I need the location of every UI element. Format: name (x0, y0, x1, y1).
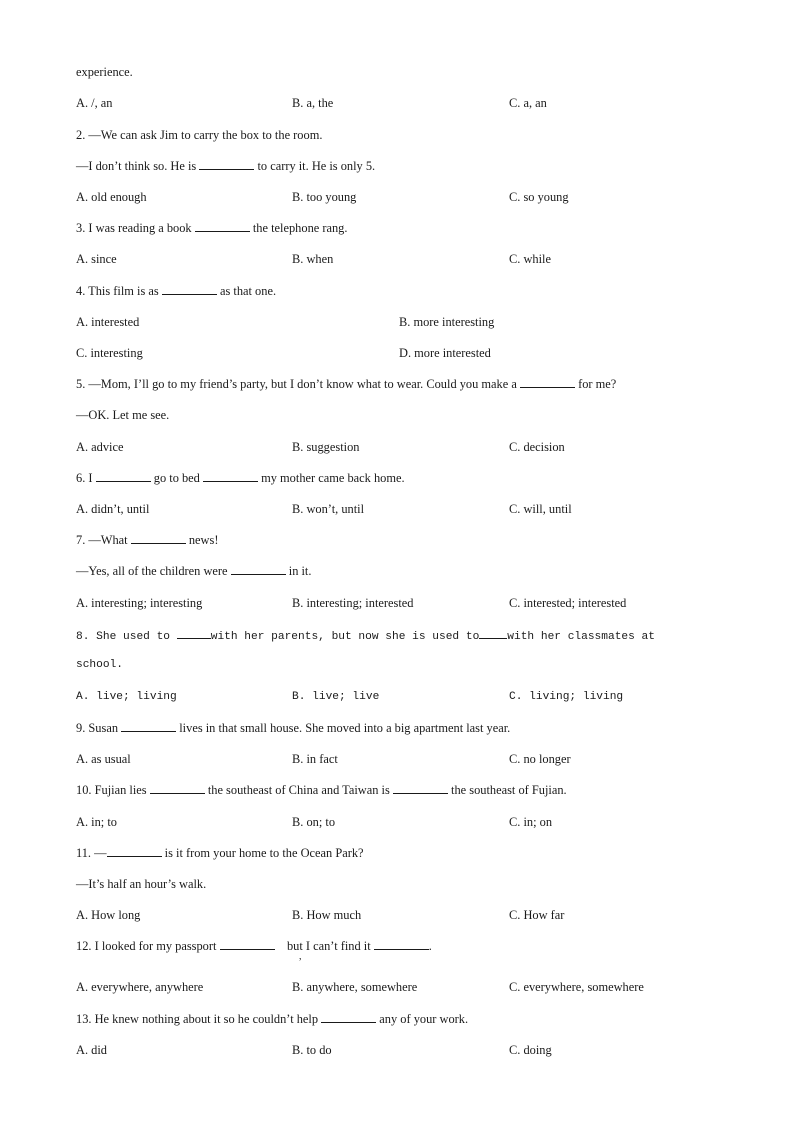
q2-line-2b: to carry it. He is only 5. (257, 159, 376, 173)
q5-number: 5. (76, 377, 86, 391)
q3-stem (76, 220, 347, 236)
q3-option-b: B. when (292, 252, 334, 266)
q4-option-c: C. interesting (76, 346, 143, 360)
q8-text-a: She used to (96, 631, 171, 643)
q6-option-b: B. won’t, until (292, 502, 365, 516)
q7-number: 7. (76, 533, 86, 547)
q9-option-c: C. no longer (509, 752, 571, 766)
q8-option-a: A. live; living (76, 691, 177, 703)
answer-blank (121, 720, 176, 732)
q1-option-b: B. a, the (292, 96, 334, 110)
q9-stem (76, 720, 510, 736)
q12-option-a: A. everywhere, anywhere (76, 980, 204, 994)
q3-option-c: C. while (509, 252, 551, 266)
q8-text-c: with her classmates at (507, 631, 655, 643)
q12-comma: , (299, 951, 302, 962)
q1-option-c: C. a, an (509, 96, 547, 110)
q6-number: 6. (76, 471, 86, 485)
q11-number: 11. (76, 846, 92, 860)
q6-text-b: go to bed (153, 471, 200, 485)
q12-option-c: C. everywhere, somewhere (509, 980, 644, 994)
q5-reply: —OK. Let me see. (76, 408, 170, 422)
q11-option-c: C. How far (509, 908, 565, 922)
q3-number: 3. (76, 221, 86, 235)
q2-option-b: B. too young (292, 190, 357, 204)
answer-blank (231, 563, 286, 575)
answer-blank (162, 283, 217, 295)
q9-number: 9. (76, 721, 86, 735)
q6-text-a: I (88, 471, 93, 485)
q7-stem (76, 532, 218, 548)
q2-line-2a: —I don’t think so. He is (76, 159, 197, 173)
q9-text-a: Susan (88, 721, 119, 735)
q13-option-b: B. to do (292, 1043, 332, 1057)
q11-text-b: is it from your home to the Ocean Park? (164, 846, 364, 860)
q10-option-a: A. in; to (76, 815, 117, 829)
q12-text-a: I looked for my passport (94, 939, 217, 953)
q7-reply-a: —Yes, all of the children were (76, 564, 228, 578)
q6-text-c: my mother came back home. (261, 471, 405, 485)
q12-text-b: but I can’t find it (286, 939, 371, 953)
q8-stem (76, 627, 655, 645)
q5-option-c: C. decision (509, 440, 565, 454)
q11-stem (76, 845, 364, 861)
q7-option-c: C. interested; interested (509, 596, 627, 610)
q12-period: . (428, 939, 432, 953)
q13-option-a: A. did (76, 1043, 107, 1057)
q13-text-a: He knew nothing about it so he couldn’t help (94, 1012, 319, 1026)
q8-option-b: B. live; live (292, 691, 380, 703)
q12-number: 12. (76, 939, 92, 953)
q2-number: 2. (76, 128, 86, 142)
q2-option-c: C. so young (509, 190, 569, 204)
q11-text-a: — (94, 846, 107, 860)
answer-blank (131, 532, 186, 544)
q7-text-b: news! (188, 533, 219, 547)
q12-option-b: B. anywhere, somewhere (292, 980, 418, 994)
q3-text-b: the telephone rang. (252, 221, 348, 235)
q2-line-1: —We can ask Jim to carry the box to the room. (88, 128, 323, 142)
q13-number: 13. (76, 1012, 92, 1026)
answer-blank (374, 938, 429, 950)
q13-text-b: any of your work. (379, 1012, 469, 1026)
q13-option-c: C. doing (509, 1043, 552, 1057)
q10-text-a: Fujian lies (94, 783, 147, 797)
q8-option-c: C. living; living (509, 691, 624, 703)
q3-option-a: A. since (76, 252, 117, 266)
q10-stem (76, 782, 567, 798)
q11-option-b: B. How much (292, 908, 362, 922)
q7-option-a: A. interesting; interesting (76, 596, 203, 610)
answer-blank (177, 627, 211, 639)
answer-blank (96, 470, 151, 482)
q5-stem (76, 376, 616, 392)
answer-blank (393, 782, 448, 794)
q4-option-b: B. more interesting (399, 315, 495, 329)
q10-text-b: the southeast of China and Taiwan is (207, 783, 390, 797)
q5-text-b: for me? (578, 377, 617, 391)
q2-reply (76, 158, 375, 174)
answer-blank (520, 376, 575, 388)
q2-stem (76, 127, 322, 143)
q10-option-c: C. in; on (509, 815, 553, 829)
q6-option-c: C. will, until (509, 502, 572, 516)
q5-text-a: —Mom, I’ll go to my friend’s party, but I don’t know what to wear. Could you make a (88, 377, 517, 391)
answer-blank (479, 627, 507, 639)
q6-option-a: A. didn’t, until (76, 502, 150, 516)
answer-blank (195, 220, 250, 232)
q10-number: 10. (76, 783, 92, 797)
q4-text-b: as that one. (219, 284, 277, 298)
q12-stem (76, 938, 432, 954)
q1-option-a: A. /, an (76, 96, 113, 110)
q7-option-b: B. interesting; interested (292, 596, 414, 610)
q10-text-c: the southeast of Fujian. (451, 783, 567, 797)
q8-number: 8. (76, 631, 90, 643)
q9-text-b: lives in that small house. She moved into a big apartment last year. (179, 721, 511, 735)
q10-option-b: B. on; to (292, 815, 336, 829)
q5-option-b: B. suggestion (292, 440, 360, 454)
answer-blank (107, 845, 162, 857)
answer-blank (150, 782, 205, 794)
q6-stem (76, 470, 405, 486)
q7-reply (76, 563, 311, 579)
q13-stem (76, 1011, 468, 1027)
q7-text-a: —What (88, 533, 128, 547)
q9-option-b: B. in fact (292, 752, 338, 766)
q1-continuation: experience. (76, 65, 133, 79)
answer-blank (220, 938, 275, 950)
q5-option-a: A. advice (76, 440, 124, 454)
q4-option-a: A. interested (76, 315, 140, 329)
q11-reply: —It’s half an hour’s walk. (76, 877, 207, 891)
q9-option-a: A. as usual (76, 752, 131, 766)
q3-text-a: I was reading a book (88, 221, 192, 235)
answer-blank (199, 158, 254, 170)
q11-option-a: A. How long (76, 908, 141, 922)
q2-option-a: A. old enough (76, 190, 147, 204)
q4-number: 4. (76, 284, 86, 298)
q4-text-a: This film is as (88, 284, 159, 298)
q4-option-d: D. more interested (399, 346, 491, 360)
answer-blank (203, 470, 258, 482)
q7-reply-b: in it. (288, 564, 312, 578)
q4-stem (76, 283, 276, 299)
answer-blank (321, 1011, 376, 1023)
q8-continuation: school. (76, 659, 123, 671)
q8-text-b: with her parents, but now she is used to (210, 631, 480, 643)
